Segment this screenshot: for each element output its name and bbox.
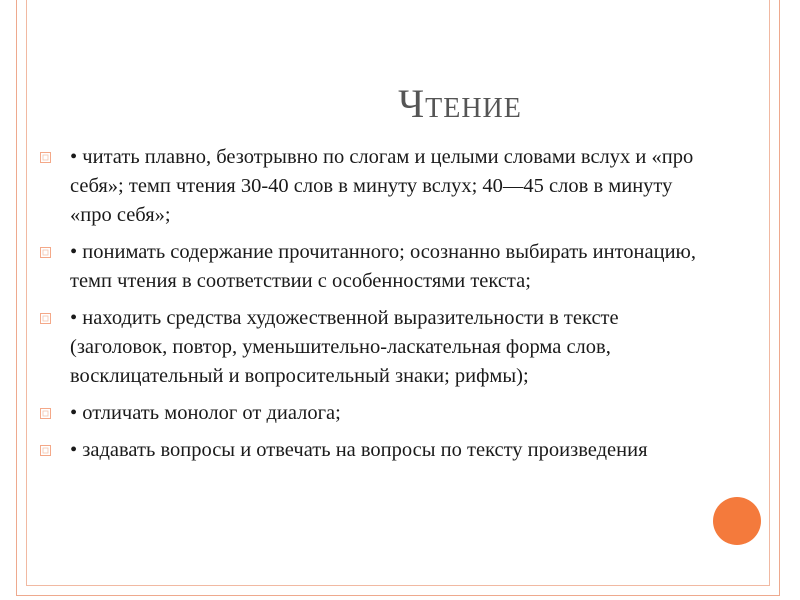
bullet-marker-icon — [40, 152, 51, 163]
bullet-list — [40, 143, 710, 473]
bullet-item — [40, 238, 710, 296]
bullet-text: • находить средства художественной выразительности в тексте (заголовок, повтор, уменьшительно-ласкательная форма слов, восклицательный и вопросительный знаки; рифмы); — [70, 307, 619, 387]
bullet-text: • отличать монолог от диалога; — [70, 402, 341, 424]
bullet-marker-icon — [40, 445, 51, 456]
bullet-marker-icon — [40, 313, 51, 324]
bullet-marker-icon — [40, 247, 51, 258]
bullet-text: • читать плавно, безотрывно по слогам и целыми словами вслух и «про себя»; темп чтения 30-40 слов в минуту вслух; 40—45 слов в минуту «про себя»; — [70, 146, 694, 226]
bullet-item — [40, 304, 710, 391]
bullet-marker-icon — [40, 408, 51, 419]
slide-title: Чтение — [398, 81, 522, 126]
bullet-item — [40, 399, 710, 428]
bullet-item — [40, 436, 710, 465]
decorative-orange-circle — [713, 497, 761, 545]
bullet-text: • задавать вопросы и отвечать на вопросы по тексту произведения — [70, 439, 648, 461]
bullet-text: • понимать содержание прочитанного; осознанно выбирать интонацию, темп чтения в соответствии с особенностями текста; — [70, 241, 696, 292]
bullet-item — [40, 143, 710, 230]
